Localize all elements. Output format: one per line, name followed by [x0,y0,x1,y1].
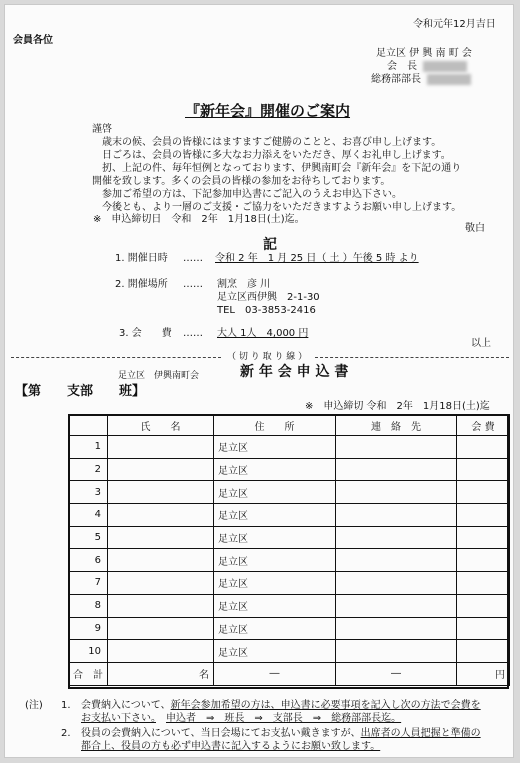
table-row [69,594,510,617]
total-name-suffix: 名 [199,670,209,682]
fee-cell[interactable] [457,640,510,663]
name-cell[interactable] [108,617,214,640]
row-number: 5 [69,526,108,549]
redacted-name [427,74,471,85]
sender-general-affairs [371,73,471,86]
cut-line-left [11,357,221,358]
chairman-label: 会 長 [387,61,417,72]
table-row [69,436,510,459]
document-page [4,4,514,758]
fee-cell[interactable] [457,481,510,504]
cut-line-right [315,357,509,358]
note-text-underlined: 新年会参加希望の方は、申込書に必要事項を記入し次の方法で会費を [170,700,481,711]
contact-cell[interactable] [336,594,457,617]
detail-fee-label: 3. 会 費 [119,328,172,339]
row-number: 2 [69,458,108,481]
row-number: 8 [69,594,108,617]
name-cell[interactable] [108,458,214,481]
address-cell[interactable]: 足立区 [214,481,336,504]
total-yen-suffix: 円 [495,670,505,682]
table-row [69,640,510,663]
header-cell-contact: 連 絡 先 [336,415,457,436]
row-number: 3 [69,481,108,504]
table-row [69,526,510,549]
header-cell-address: 住 所 [214,415,336,436]
fee-cell[interactable] [457,594,510,617]
table-row [69,617,510,640]
detail-fee-value: 大人 1人 4,000 円 [217,328,309,339]
form-title: 新 年 会 申 込 書 [240,364,349,380]
form-org: 足立区 伊興南町会 [118,371,200,381]
header-cell-fee: 会 費 [457,415,510,436]
address-cell[interactable]: 足立区 [214,436,336,459]
contact-cell[interactable] [336,481,457,504]
detail-dots: …… [183,328,203,339]
address-cell[interactable]: 足立区 [214,594,336,617]
greeting-close: 敬白 [465,223,485,234]
body-line: 歳末の候、会員の皆様にはますますご健勝のことと、お喜び申し上げます。 [102,137,442,148]
name-cell[interactable] [108,504,214,527]
note-2-number: 2. [61,728,71,739]
name-cell[interactable] [108,640,214,663]
total-label: 合 計 [69,662,108,685]
address-cell[interactable]: 足立区 [214,526,336,549]
detail-date-label: 1. 開催日時 [115,253,168,264]
note-1-number: 1. [61,700,71,711]
fee-cell[interactable] [457,458,510,481]
detail-place-name: 割烹 彦 川 [217,279,271,290]
redacted-name [423,61,467,72]
row-number: 9 [69,617,108,640]
name-cell[interactable] [108,481,214,504]
contact-cell[interactable] [336,458,457,481]
address-cell[interactable]: 足立区 [214,549,336,572]
branch-field: 【第 支部 班】 [15,384,146,399]
fee-cell[interactable] [457,549,510,572]
address-cell[interactable]: 足立区 [214,504,336,527]
row-number: 1 [69,436,108,459]
note-1-line-2 [81,712,401,725]
deadline-notice: ※ 申込締切日 令和 2年 1月18日(土)迄。 [93,214,305,225]
contact-cell[interactable] [336,572,457,595]
note-1-line-1 [81,699,481,712]
note-2-line-1 [81,727,481,740]
table-row [69,458,510,481]
contact-cell[interactable] [336,617,457,640]
note-text-underlined: お支払い下さい。 [81,713,156,724]
detail-date-value: 令和 2 年 1 月 25 日（ 土 ）午後 5 時 より [215,253,419,264]
table-row [69,504,510,527]
fee-cell[interactable] [457,572,510,595]
detail-place-label: 2. 開催場所 [115,279,168,290]
row-number: 6 [69,549,108,572]
total-address-dash: ― [214,662,336,685]
cut-line-label: （ 切 り 取 り 線 ） [227,352,308,362]
note-text-underlined: 出席者の人員把握と準備の [360,728,481,739]
body-line: 参加ご希望の方は、下記参加申込書にご記入のうえお申込下さい。 [102,189,402,200]
fee-cell[interactable] [457,526,510,549]
note-2-line-2: 都合上、役員の方も必ず申込書に記入するようにお願い致します。 [81,741,381,752]
body-line: 今後とも、より一層のご支援・ご協力をいただきますようお願い申し上げます。 [102,202,462,213]
row-number: 7 [69,572,108,595]
table-row [69,572,510,595]
notes-label: (注) [25,700,43,711]
contact-cell[interactable] [336,549,457,572]
greeting-open: 謹啓 [92,124,112,135]
name-cell[interactable] [108,594,214,617]
row-number: 10 [69,640,108,663]
contact-cell[interactable] [336,504,457,527]
sender-chairman [387,60,467,73]
header-cell-name: 氏 名 [108,415,214,436]
total-contact-dash: ― [336,662,457,685]
table-row [69,549,510,572]
sender-org: 足立区 伊 興 南 町 会 [376,48,472,59]
contact-cell[interactable] [336,640,457,663]
contact-cell[interactable] [336,436,457,459]
total-count-cell[interactable] [108,662,214,685]
contact-cell[interactable] [336,526,457,549]
table-row [69,481,510,504]
address-cell[interactable]: 足立区 [214,640,336,663]
header-cell-no [69,415,108,436]
issue-date: 令和元年12月吉日 [413,19,496,30]
detail-dots: …… [183,279,203,290]
application-table [68,414,510,686]
address-cell[interactable]: 足立区 [214,458,336,481]
body-line: 扨、上記の件、毎年恒例となっております、伊興南町会『新年会』を下記の通り [102,163,462,174]
note-text: 会費納入について、 [81,700,171,711]
row-number: 4 [69,504,108,527]
ijo: 以上 [471,338,491,349]
total-row [69,662,510,685]
address-cell[interactable]: 足立区 [214,572,336,595]
detail-place-tel: TEL 03-3853-2416 [217,305,316,316]
note-text-underlined: 申込者 ⇒ 班長 ⇒ 支部長 ⇒ 総務部部長迄。 [166,713,402,724]
fee-cell[interactable] [457,436,510,459]
name-cell[interactable] [108,572,214,595]
body-line: 日ごろは、会員の皆様に多大なお力添えをいただき、厚くお礼申し上げます。 [102,150,451,161]
name-cell[interactable] [108,526,214,549]
ki-heading: 記 [263,237,277,253]
general-affairs-label: 総務部部長 [371,74,421,85]
detail-place-address: 足立区西伊興 2-1-30 [217,292,320,303]
detail-dots: …… [183,253,203,264]
body-line: 開催を致します。多くの会員の皆様の参加をお待ちしております。 [92,176,391,187]
name-cell[interactable] [108,549,214,572]
name-cell[interactable] [108,436,214,459]
table-header-row [69,415,510,436]
fee-cell[interactable] [457,617,510,640]
total-fee-cell[interactable] [457,662,510,685]
fee-cell[interactable] [457,504,510,527]
page-title: 『新年会』開催のご案内 [185,102,351,120]
form-deadline: ※ 申込締切 令和 2年 1月18日(土)迄 [305,401,490,412]
note-text: 役員の会費納入について、当日会場にてお支払い戴きますが、 [81,728,361,739]
addressee: 会員各位 [13,35,53,46]
address-cell[interactable]: 足立区 [214,617,336,640]
